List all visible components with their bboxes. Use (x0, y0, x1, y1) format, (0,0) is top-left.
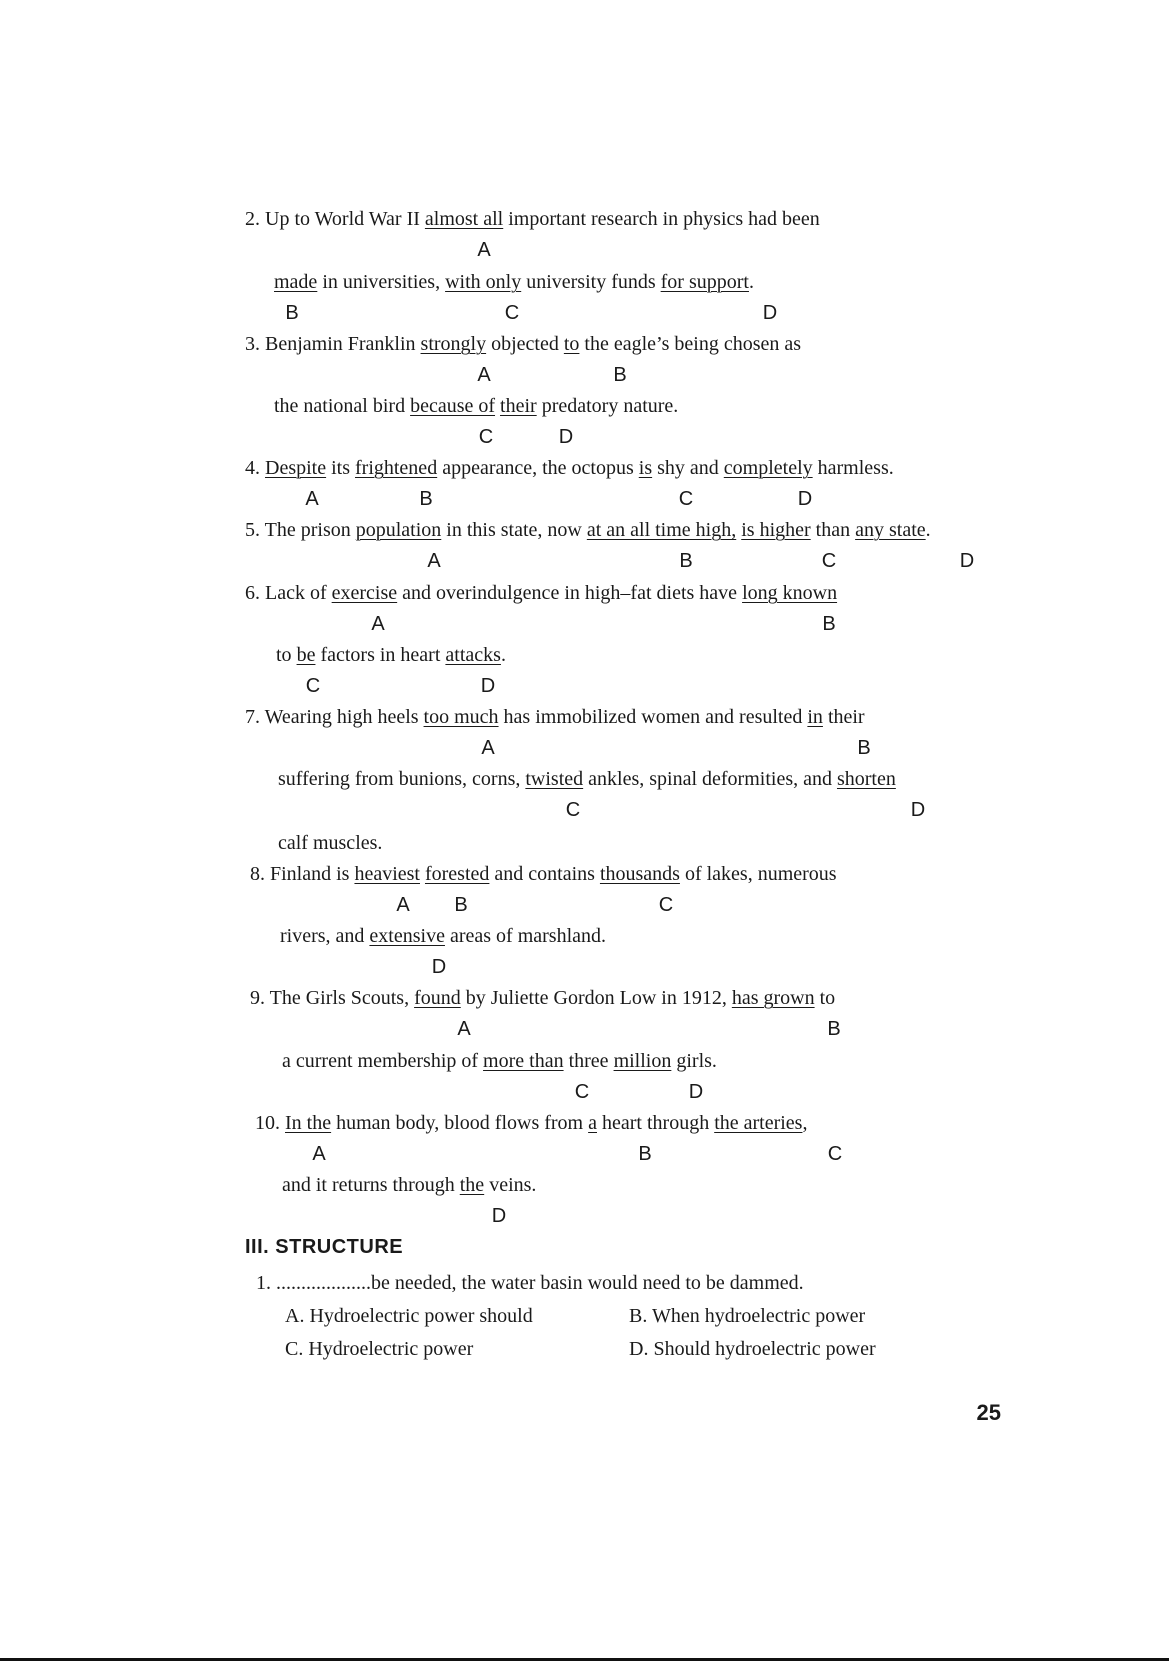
underlined-option-text: be (296, 644, 316, 666)
answer-letter-a: A (457, 1018, 471, 1040)
question-text: of lakes, numerous (679, 863, 837, 885)
question-text: their (822, 706, 865, 728)
underlined-option-text: heaviest (354, 863, 420, 885)
answer-letter-a: A (481, 737, 495, 759)
answer-letter-d: D (910, 799, 926, 821)
answer-letter-a: A (477, 239, 491, 261)
underlined-option-text: a (588, 1112, 597, 1134)
question-text: objected (486, 333, 564, 355)
section-heading: III. STRUCTURE (245, 1236, 404, 1258)
question-text: to (814, 987, 836, 1009)
answer-letter-d: D (688, 1081, 704, 1103)
question-text: predatory nature. (536, 395, 679, 417)
underlined-option-text: is higher (741, 519, 811, 541)
question-text: shy and (652, 457, 724, 479)
question-text: areas of marshland. (444, 925, 606, 947)
underlined-option-text: because of (410, 395, 496, 417)
underlined-option-text: almost all (424, 208, 504, 230)
underlined-option-text: the (459, 1174, 485, 1196)
answer-letter-a: A (371, 613, 385, 635)
q6-line-2 (276, 643, 506, 667)
answer-letter-c: C (827, 1143, 843, 1165)
page-number: 25 (976, 1400, 1001, 1425)
question-text: the eagle’s being chosen as (579, 333, 802, 355)
underlined-option-text: population (355, 519, 442, 541)
question-text: veins. (484, 1174, 537, 1196)
q8-line-2 (280, 924, 606, 948)
question-text: harmless. (812, 457, 894, 479)
question-text: 7. Wearing high heels (245, 706, 424, 728)
question-text: and overindulgence in high–fat diets have (397, 582, 743, 604)
answer-letter-d: D (797, 488, 813, 510)
answer-letter-b: B (822, 613, 836, 635)
underlined-option-text: has grown (731, 987, 815, 1009)
underlined-option-text: million (613, 1050, 672, 1072)
answer-letter-c: C (478, 426, 494, 448)
question-text: , (802, 1112, 808, 1134)
answer-letter-c: C (678, 488, 694, 510)
answer-letter-d: D (431, 956, 447, 978)
underlined-option-text: at an all time high, (586, 519, 737, 541)
answer-letter-d: D (480, 675, 496, 697)
structure-question: 1. ...................be needed, the water basin would need to be dammed. (256, 1272, 804, 1294)
option-a: A. Hydroelectric power should (285, 1305, 533, 1327)
question-text: and it returns through (282, 1174, 460, 1196)
question-text: heart through (597, 1112, 715, 1134)
underlined-option-text: any state (855, 519, 926, 541)
answer-letter-b: B (679, 550, 693, 572)
question-text: calf muscles. (278, 832, 383, 854)
underlined-option-text: In the (285, 1112, 332, 1134)
q10-line-2 (282, 1173, 536, 1197)
answer-letter-b: B (285, 302, 299, 324)
q3-line-1 (245, 332, 801, 356)
question-text: 9. The Girls Scouts, (250, 987, 415, 1009)
answer-letter-a: A (305, 488, 319, 510)
option-c: C. Hydroelectric power (285, 1338, 474, 1360)
q7-line-1 (245, 705, 865, 729)
q8-line-1 (250, 862, 837, 886)
answer-letter-b: B (419, 488, 433, 510)
question-text: 4. (245, 457, 265, 479)
answer-letter-b: B (638, 1143, 652, 1165)
q9-line-1 (250, 986, 835, 1010)
underlined-option-text: forested (424, 863, 490, 885)
question-text: 3. Benjamin Franklin (245, 333, 421, 355)
answer-letter-a: A (396, 894, 410, 916)
question-text: 6. Lack of (245, 582, 332, 604)
q7-line-2 (278, 767, 896, 791)
underlined-option-text: to (563, 333, 580, 355)
question-text: 5. The prison (245, 519, 356, 541)
underlined-option-text: shorten (836, 768, 896, 790)
underlined-option-text: is (638, 457, 653, 479)
question-text: 8. Finland is (250, 863, 355, 885)
question-text: human body, blood flows from (331, 1112, 589, 1134)
question-text: ankles, spinal deformities, and (583, 768, 837, 790)
q5-line-1 (245, 518, 931, 542)
underlined-option-text: long known (742, 582, 838, 604)
question-text: in universities, (317, 271, 446, 293)
underlined-option-text: more than (483, 1050, 564, 1072)
q7-line-3 (278, 831, 382, 855)
answer-letter-c: C (574, 1081, 590, 1103)
question-text: university funds (521, 271, 661, 293)
question-text: by Juliette Gordon Low in 1912, (460, 987, 732, 1009)
answer-letter-c: C (504, 302, 520, 324)
answer-letter-c: C (565, 799, 581, 821)
answer-letter-b: B (857, 737, 871, 759)
underlined-option-text: made (274, 271, 318, 293)
q2-line-1 (245, 207, 820, 231)
underlined-option-text: thousands (599, 863, 680, 885)
q6-line-1 (245, 581, 837, 605)
question-text: girls. (671, 1050, 717, 1072)
question-text: and contains (489, 863, 600, 885)
answer-letter-d: D (959, 550, 975, 572)
underlined-option-text: strongly (420, 333, 487, 355)
question-text: in this state, now (441, 519, 587, 541)
underlined-option-text: Despite (265, 457, 327, 479)
answer-letter-c: C (821, 550, 837, 572)
answer-letter-b: B (613, 364, 627, 386)
underlined-option-text: exercise (331, 582, 398, 604)
answer-letter-b: B (827, 1018, 841, 1040)
q3-line-2 (274, 394, 678, 418)
underlined-option-text: frightened (355, 457, 438, 479)
question-text: factors in heart (315, 644, 446, 666)
option-d: D. Should hydroelectric power (629, 1338, 876, 1360)
answer-letter-b: B (454, 894, 468, 916)
question-text: a current membership of (282, 1050, 484, 1072)
answer-letter-a: A (427, 550, 441, 572)
question-text: 10. (255, 1112, 285, 1134)
question-text: important research in physics had been (503, 208, 820, 230)
question-text: three (563, 1050, 614, 1072)
question-text: to (276, 644, 297, 666)
question-text: . (925, 519, 931, 541)
question-text: . (748, 271, 754, 293)
underlined-option-text: with only (445, 271, 522, 293)
question-text: . (500, 644, 506, 666)
answer-letter-d: D (491, 1205, 507, 1227)
underlined-option-text: for support (660, 271, 749, 293)
question-text: its (326, 457, 355, 479)
underlined-option-text: in (807, 706, 823, 728)
question-text: than (810, 519, 856, 541)
answer-letter-a: A (477, 364, 491, 386)
answer-letter-d: D (762, 302, 778, 324)
underlined-option-text: twisted (525, 768, 584, 790)
q4-line-1 (245, 456, 894, 480)
underlined-option-text: found (414, 987, 461, 1009)
question-text: has immobilized women and resulted (498, 706, 808, 728)
underlined-option-text: the arteries (714, 1112, 803, 1134)
underlined-option-text: their (500, 395, 537, 417)
answer-letter-d: D (558, 426, 574, 448)
question-text: the national bird (274, 395, 411, 417)
option-b: B. When hydroelectric power (629, 1305, 866, 1327)
question-text: appearance, the octopus (437, 457, 639, 479)
q9-line-2 (282, 1049, 717, 1073)
question-text: 2. Up to World War II (245, 208, 425, 230)
question-text: rivers, and (280, 925, 370, 947)
q2-line-2 (274, 270, 754, 294)
underlined-option-text: attacks (445, 644, 501, 666)
q10-line-1 (255, 1111, 807, 1135)
answer-letter-c: C (658, 894, 674, 916)
underlined-option-text: completely (723, 457, 813, 479)
question-text: suffering from bunions, corns, (278, 768, 526, 790)
answer-letter-a: A (312, 1143, 326, 1165)
answer-letter-c: C (305, 675, 321, 697)
underlined-option-text: extensive (369, 925, 445, 947)
underlined-option-text: too much (423, 706, 499, 728)
